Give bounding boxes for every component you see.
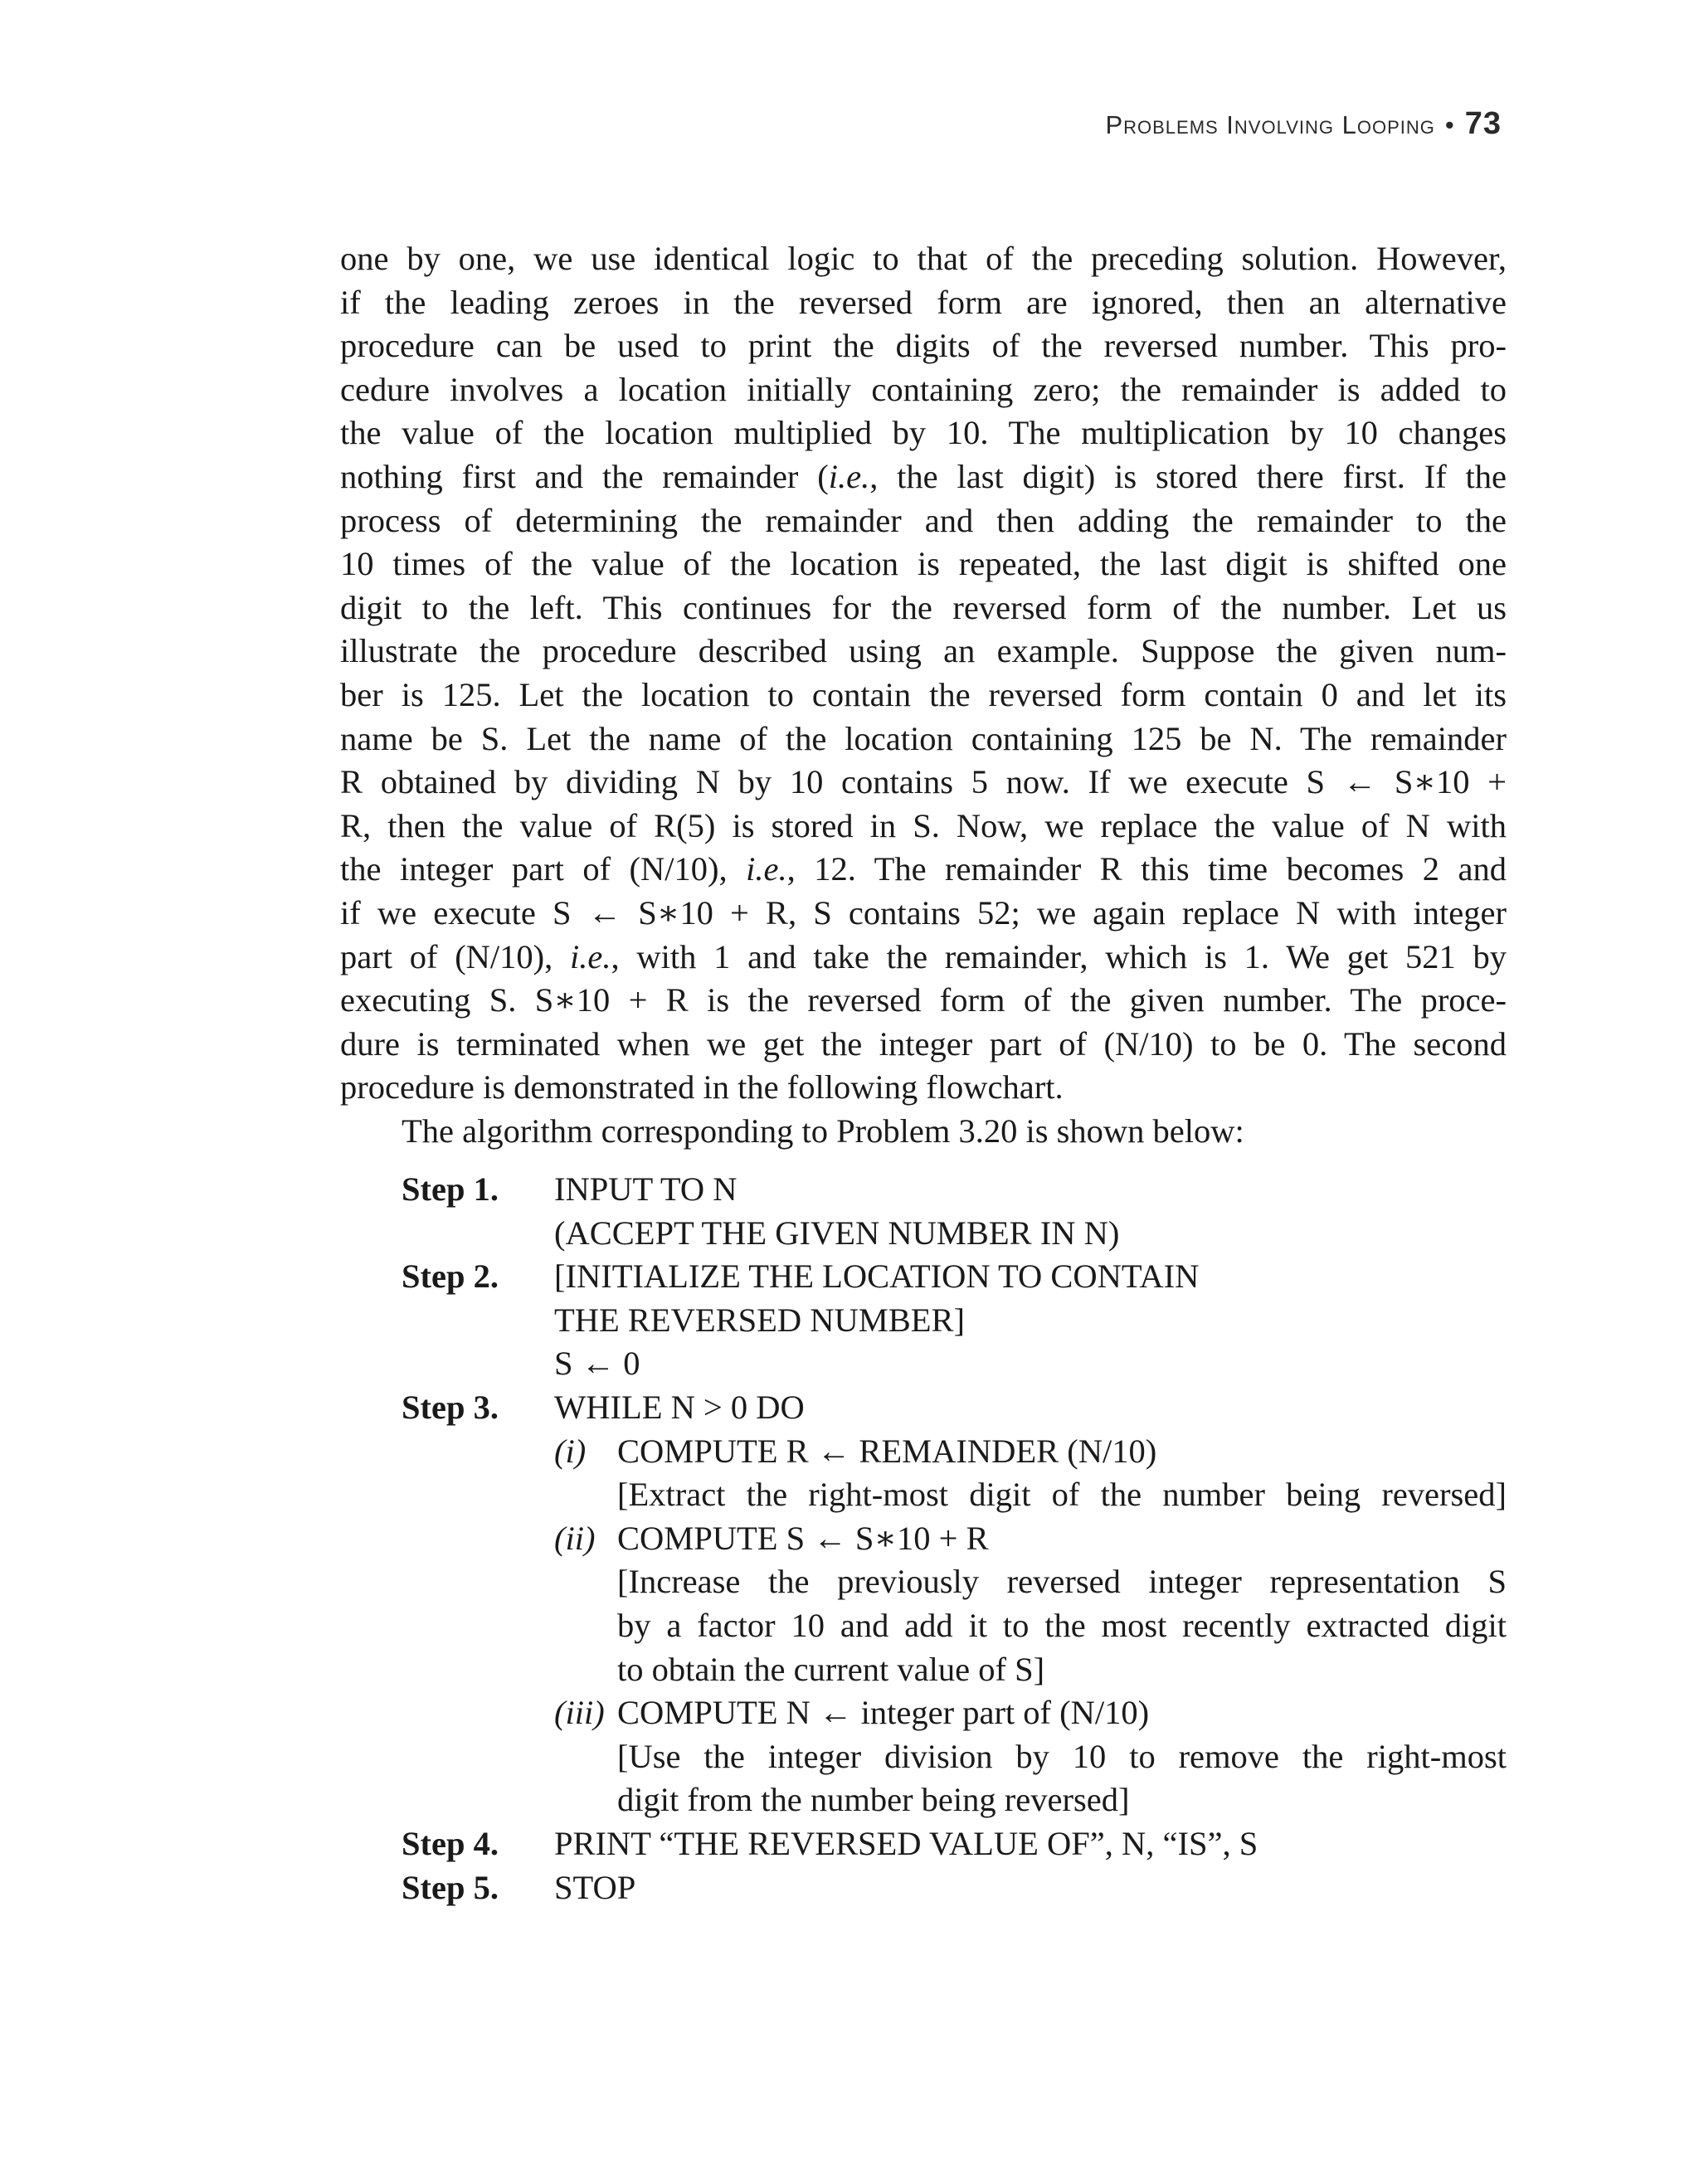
paragraph-line: digit to the left. This continues for the reversed form of the number. Let us xyxy=(340,588,1507,626)
paragraph-line: R obtained by dividing N by 10 contains 5 now. If we execute S ← S∗10 + xyxy=(340,763,1507,801)
body-text xyxy=(340,237,1507,1153)
paragraph-line: nothing first and the remainder (i.e., the last digit) is stored there first. If the xyxy=(340,457,1507,495)
substep-line: COMPUTE N ← integer part of (N/10) xyxy=(617,1694,1150,1732)
substep-i xyxy=(554,1430,1507,1517)
paragraph-line: process of determining the remainder and then adding the remainder to the xyxy=(340,501,1507,539)
step-line: WHILE N > 0 DO xyxy=(554,1388,805,1426)
paragraph-line: R, then the value of R(5) is stored in S. Now, we replace the value of N with xyxy=(340,806,1507,844)
step-label: Step 2. xyxy=(402,1257,499,1296)
bullet-separator-icon: • xyxy=(1444,110,1455,139)
substep-line: [Increase the previously reversed integer representation S xyxy=(617,1563,1507,1601)
step-5 xyxy=(402,1866,1507,1910)
paragraph-line: if the leading zeroes in the reversed form are ignored, then an alternative xyxy=(340,283,1507,321)
paragraph-line: procedure can be used to print the digits of the reversed number. This pro- xyxy=(340,327,1507,365)
substep-body xyxy=(617,1691,1507,1822)
step-1 xyxy=(402,1168,1507,1255)
step-2 xyxy=(402,1255,1507,1386)
substep-line: COMPUTE S ← S∗10 + R xyxy=(617,1519,989,1557)
paragraph-line: cedure involves a location initially containing zero; the remainder is added to xyxy=(340,370,1507,408)
algorithm xyxy=(402,1168,1507,1909)
substep-index: (i) xyxy=(554,1432,587,1470)
substep-body xyxy=(617,1430,1507,1517)
step-label: Step 3. xyxy=(402,1388,499,1426)
substep-line: [Use the integer division by 10 to remove the right-most xyxy=(617,1737,1507,1775)
paragraph-line: procedure is demonstrated in the following flowchart. xyxy=(340,1068,1064,1107)
substep-ii xyxy=(554,1517,1507,1691)
paragraph-line: the value of the location multiplied by 10. The multiplication by 10 changes xyxy=(340,414,1507,452)
step-body xyxy=(554,1822,1507,1866)
step-line: S ← 0 xyxy=(554,1345,640,1383)
substep-line: to obtain the current value of S] xyxy=(617,1650,1045,1688)
paragraph-line: one by one, we use identical logic to that of the preceding solution. However, xyxy=(340,240,1507,277)
page-number: 73 xyxy=(1464,106,1502,141)
step-4 xyxy=(402,1822,1507,1866)
algorithm-intro: The algorithm corresponding to Problem 3.20 is shown below: xyxy=(402,1111,1244,1150)
substep-line: by a factor 10 and add it to the most recently extracted digit xyxy=(617,1606,1507,1644)
step-line: INPUT TO N xyxy=(554,1170,738,1208)
substep-index: (ii) xyxy=(554,1519,596,1557)
substep-line: COMPUTE R ← REMAINDER (N/10) xyxy=(617,1432,1157,1470)
step-body xyxy=(554,1168,1507,1255)
step-body xyxy=(554,1386,1507,1822)
paragraph-line: name be S. Let the name of the location containing 125 be N. The remainder xyxy=(340,719,1507,757)
step-line: THE REVERSED NUMBER] xyxy=(554,1301,965,1339)
step-label: Step 5. xyxy=(402,1868,499,1906)
paragraph-line: ber is 125. Let the location to contain the reversed form contain 0 and let its xyxy=(340,675,1507,713)
running-head xyxy=(1105,106,1502,142)
running-title: Problems Involving Looping xyxy=(1105,110,1435,139)
paragraph-line: dure is terminated when we get the integer part of (N/10) to be 0. The second xyxy=(340,1024,1507,1063)
step-line: (ACCEPT THE GIVEN NUMBER IN N) xyxy=(554,1214,1120,1252)
step-line: STOP xyxy=(554,1868,636,1906)
substep-line: digit from the number being reversed] xyxy=(617,1781,1130,1819)
paragraph-line: part of (N/10), i.e., with 1 and take the remainder, which is 1. We get 521 by xyxy=(340,937,1507,975)
substep-index: (iii) xyxy=(554,1694,605,1732)
step-body xyxy=(554,1255,1507,1386)
substep-line: [Extract the right-most digit of the number being reversed] xyxy=(617,1476,1507,1514)
step-body xyxy=(554,1866,1507,1910)
paragraph-line: 10 times of the value of the location is repeated, the last digit is shifted one xyxy=(340,545,1507,583)
step-label: Step 4. xyxy=(402,1824,499,1862)
substep-body xyxy=(617,1517,1507,1691)
substep-iii xyxy=(554,1691,1507,1822)
paragraph-line: if we execute S ← S∗10 + R, S contains 52; we again replace N with integer xyxy=(340,893,1507,931)
step-line: [INITIALIZE THE LOCATION TO CONTAIN xyxy=(554,1257,1200,1296)
paragraph-line: illustrate the procedure described using an example. Suppose the given num- xyxy=(340,632,1507,670)
paragraph-line: executing S. S∗10 + R is the reversed form of the given number. The proce- xyxy=(340,981,1507,1019)
step-line: PRINT “THE REVERSED VALUE OF”, N, “IS”, S xyxy=(554,1824,1258,1862)
paragraph-line: the integer part of (N/10), i.e., 12. The remainder R this time becomes 2 and xyxy=(340,850,1507,888)
step-label: Step 1. xyxy=(402,1170,499,1208)
step-3 xyxy=(402,1386,1507,1822)
main-paragraph xyxy=(340,237,1507,1110)
